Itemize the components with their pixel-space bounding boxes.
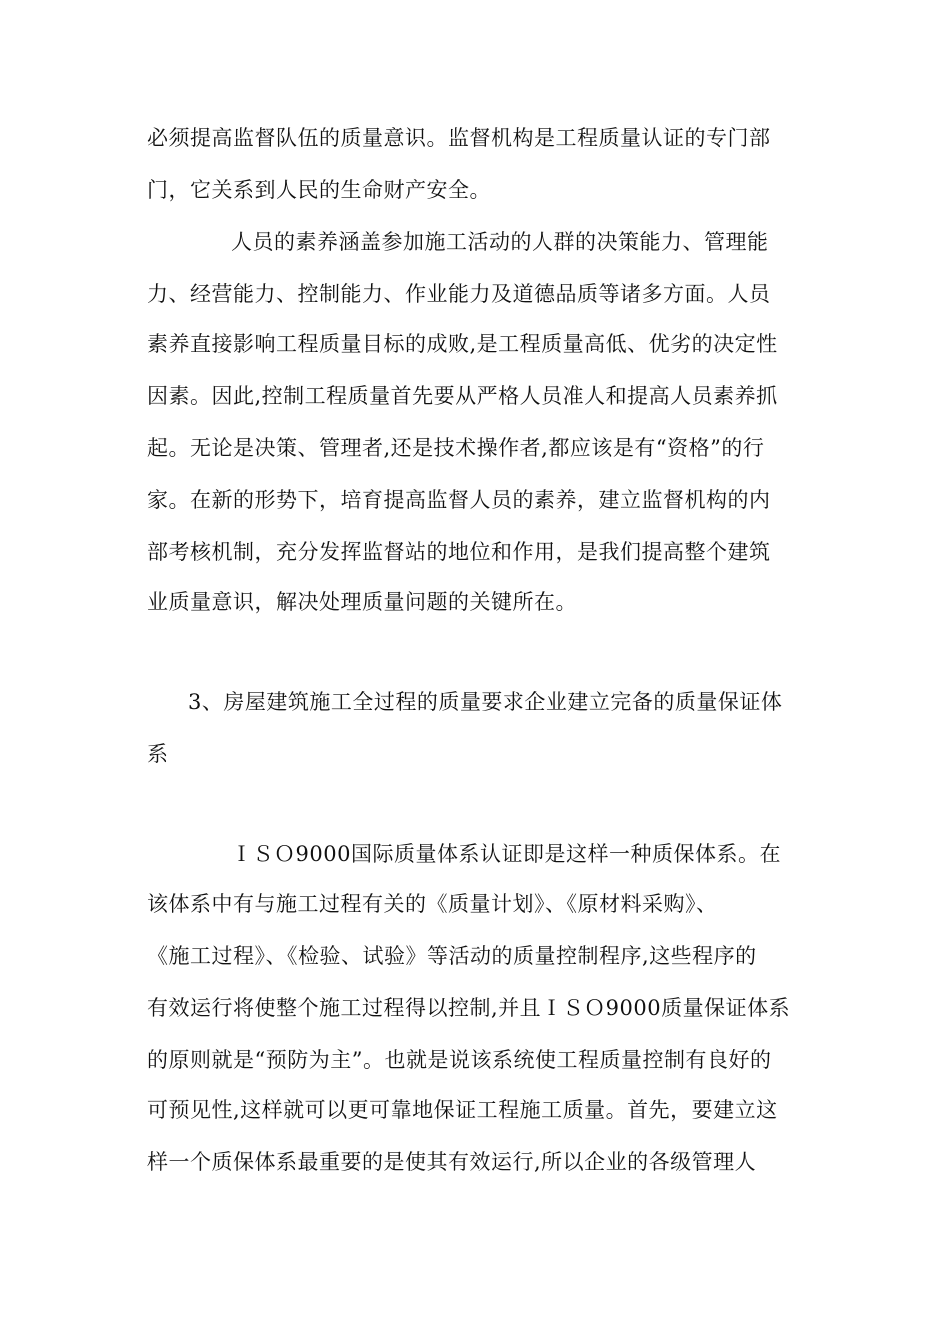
section-heading: 系 xyxy=(147,742,169,766)
paragraph-line: 可预见性,这样就可以更可靠地保证工程施工质量。首先，要建立这 xyxy=(147,1098,778,1122)
paragraph-line: 样一个质保体系最重要的是使其有效运行,所以企业的各级管理人 xyxy=(147,1150,757,1174)
paragraph-line: ＩＳＯ9000国际质量体系认证即是这样一种质保体系。在 xyxy=(231,842,781,866)
paragraph-line: 有效运行将使整个施工过程得以控制,并且ＩＳＯ9000质量保证体系 xyxy=(147,996,791,1020)
paragraph-line: 该体系中有与施工过程有关的《质量计划》、《原材料采购》、 xyxy=(147,892,718,916)
paragraph-line: 的原则就是“预防为主”。也就是说该系统使工程质量控制有良好的 xyxy=(147,1048,772,1072)
paragraph-line: 素养直接影响工程质量目标的成败,是工程质量高低、优劣的决定性 xyxy=(147,332,778,356)
paragraph-line: 力、经营能力、控制能力、作业能力及道德品质等诸多方面。人员 xyxy=(147,282,771,306)
paragraph-line: 起。无论是决策、管理者,还是技术操作者,都应该是有“资格”的行 xyxy=(147,436,765,460)
paragraph-line: 部考核机制，充分发挥监督站的地位和作用，是我们提高整个建筑 xyxy=(147,540,771,564)
paragraph-line: 因素。因此,控制工程质量首先要从严格人员准人和提高人员素养抓 xyxy=(147,384,778,408)
section-heading: 3、房屋建筑施工全过程的质量要求企业建立完备的质量保证体 xyxy=(188,690,783,714)
paragraph-line: 业质量意识，解决处理质量问题的关键所在。 xyxy=(147,590,577,614)
paragraph-line: 门，它关系到人民的生命财产安全。 xyxy=(147,178,491,202)
paragraph-line: 人员的素养涵盖参加施工活动的人群的决策能力、管理能 xyxy=(231,230,769,254)
paragraph-line: 家。在新的形势下，培育提高监督人员的素养，建立监督机构的内 xyxy=(147,488,771,512)
paragraph-line: 《施工过程》、《检验、试验》等活动的质量控制程序,这些程序的 xyxy=(147,944,757,968)
paragraph-line: 必须提高监督队伍的质量意识。监督机构是工程质量认证的专门部 xyxy=(147,126,771,150)
